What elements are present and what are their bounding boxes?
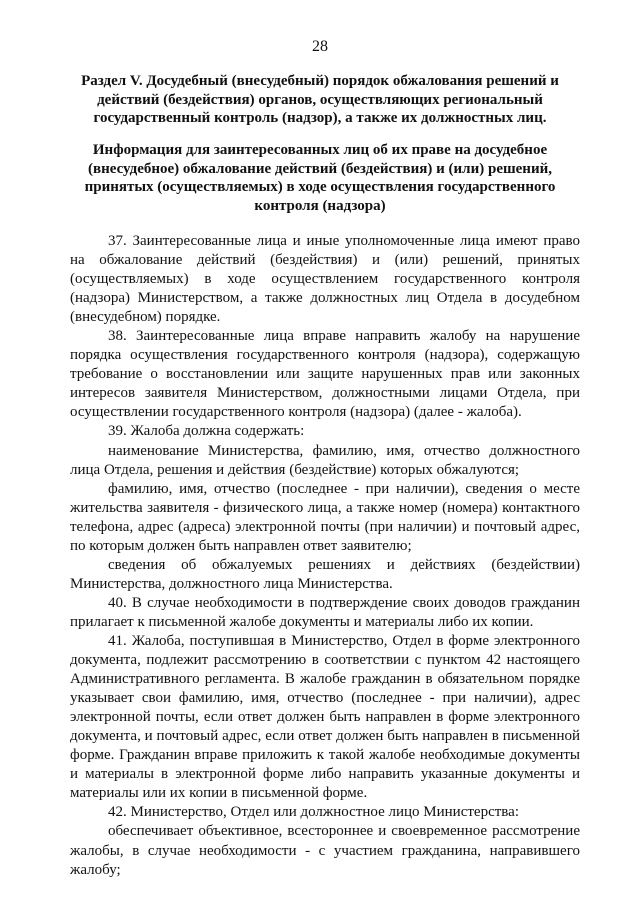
subheading: Информация для заинтересованных лиц об их праве на досудебное (внесудебное) обжалование действий (бездействия) и (или) решений, принятых (осуществляемых) в ходе осуществления государственного контроля (надзора)	[84, 142, 556, 214]
page-number: 28	[312, 38, 328, 55]
paragraph-39: 39. Жалоба должна содержать:	[108, 423, 305, 440]
paragraph-39-item-2: фамилию, имя, отчество (последнее - при наличии), сведения о месте жительства заявителя - физического лица, а также номер (номера) контактного телефона, адрес (адреса) электронной почты (при наличии) и почтовый адрес, по которым должен быть направлен ответ заявителю;	[70, 480, 580, 554]
section-heading: Раздел V. Досудебный (внесудебный) порядок обжалования решений и действий (бездействия) органов, осуществляющих региональный государственный контроль (надзор), а также их должностных лиц.	[81, 73, 559, 126]
paragraph-41: 41. Жалоба, поступившая в Министерство, Отдел в форме электронного документа, подлежит рассмотрению в соответствии с пунктом 42 настоящего Административного регламента. В жалобе гражданин в обязательном порядке указывает свои фамилию, имя, отчество (последнее - при наличии), адрес электронной почты, если ответ должен быть направлен в форме электронного документа, и почтовый адрес, если ответ должен быть направлен в письменной форме. Гражданин вправе приложить к такой жалобе необходимые документы и материалы в электронной форме либо направить указанные документы и материалы или их копии в письменной форме.	[70, 632, 580, 802]
paragraph-42: 42. Министерство, Отдел или должностное лицо Министерства:	[108, 804, 520, 821]
paragraph-38: 38. Заинтересованные лица вправе направить жалобу на нарушение порядка осуществления государственного контроля (надзора), содержащую требование о восстановлении или защите нарушенных прав или законных интересов заявителя Министерством, должностными лицами Отдела, при осуществлении государственного контроля (надзора) (далее - жалоба).	[70, 328, 580, 421]
body-text	[70, 232, 580, 880]
paragraph-37: 37. Заинтересованные лица и иные уполномоченные лица имеют право на обжалование действий (бездействия) и (или) решений, принятых (осуществляемых) в ходе осуществлением государственного контроля (надзора) Министерством, а также должностных лиц Отдела в досудебном (внесудебном) порядке.	[70, 233, 580, 326]
paragraph-39-item-1: наименование Министерства, фамилию, имя, отчество должностного лица Отдела, решения и действия (бездействие) которых обжалуются;	[70, 442, 580, 478]
paragraph-39-item-3: сведения об обжалуемых решениях и действиях (бездействии) Министерства, должностного лица Министерства.	[70, 556, 580, 592]
paragraph-40: 40. В случае необходимости в подтверждение своих доводов гражданин прилагает к письменной жалобе документы и материалы либо их копии.	[70, 594, 580, 630]
paragraph-42-item-1: обеспечивает объективное, всестороннее и своевременное рассмотрение жалобы, в случае необходимости - с участием гражданина, направившего жалобу;	[70, 823, 580, 878]
